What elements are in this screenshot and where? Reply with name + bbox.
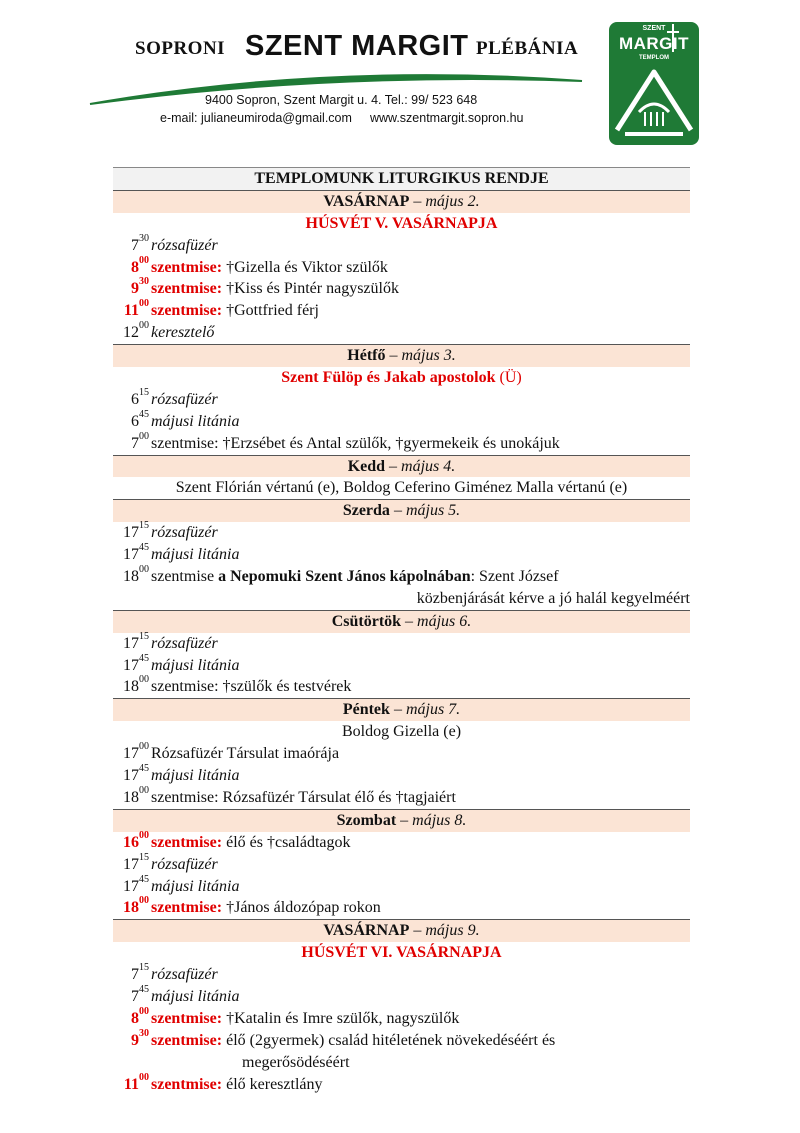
day-name: Szombat <box>336 811 397 829</box>
entry-time-minutes: 45 <box>139 873 149 885</box>
entry-time-minutes: 00 <box>139 564 149 576</box>
day-date: május 9. <box>425 922 480 940</box>
header-word-plebania: PLÉBÁNIA <box>476 38 579 59</box>
logo-text-bottom: TEMPLOM <box>639 55 669 61</box>
entry-time: $8^{00}$ <box>131 1005 149 1027</box>
entry-time: $17^{15}$ <box>123 520 149 542</box>
entry-time-minutes: 00 <box>139 254 149 266</box>
entry-time: $11^{00}$ <box>123 1071 149 1093</box>
entry-time: $16^{00}$ <box>123 829 149 851</box>
entry-time: $7^{15}$ <box>131 962 149 984</box>
entry-label: szentmise <box>151 568 219 586</box>
schedule-entry <box>113 254 690 279</box>
day-date: május 2. <box>425 192 480 210</box>
entry-intention: †Gottfried férj <box>222 302 319 320</box>
entry-time: $9^{30}$ <box>131 276 149 298</box>
entry-intention: †Erzsébet és Antal szülők, †gyermekeik és unokájuk <box>218 434 560 452</box>
day-separator: – <box>389 701 406 719</box>
day-separator: – <box>401 612 418 630</box>
entry-time-minutes: 00 <box>139 829 149 841</box>
entry-label: szentmise: <box>151 1031 223 1049</box>
entry-time-minutes: 00 <box>139 298 149 310</box>
entry-intention: élő és †családtagok <box>222 833 351 851</box>
schedule-entry <box>113 408 690 433</box>
schedule-entry <box>113 386 690 411</box>
feast-title <box>113 213 690 235</box>
day-date: május 5. <box>405 502 461 520</box>
entry-location: a Nepomuki Szent János kápolnában <box>218 568 471 586</box>
day-date: május 3. <box>401 347 456 365</box>
header-word-soproni: SOPRONI <box>135 38 226 59</box>
day-header <box>113 919 690 942</box>
entry-intention: †János áldozópap rokon <box>222 899 381 917</box>
entry-time: $17^{45}$ <box>123 873 149 895</box>
entry-time-minutes: 00 <box>139 1005 149 1017</box>
entry-label: májusi litánia <box>151 656 240 674</box>
entry-intention: †Kiss és Pintér nagyszülők <box>222 280 399 298</box>
day-name: VASÁRNAP <box>323 922 410 940</box>
entry-label: rózsafüzér <box>151 524 218 542</box>
day-header <box>113 698 690 721</box>
entry-label: szentmise: <box>151 1075 223 1093</box>
schedule-entry <box>113 232 690 257</box>
entry-time-minutes: 15 <box>139 851 149 863</box>
schedule-entry <box>113 983 690 1008</box>
day-separator: – <box>389 502 406 520</box>
entry-label: szentmise: <box>151 833 223 851</box>
logo-text-middle: MARGIT <box>618 34 690 53</box>
entry-time-minutes: 00 <box>139 895 149 907</box>
entry-time-minutes: 30 <box>139 232 149 244</box>
website-link[interactable]: www.szentmargit.sopron.hu <box>369 111 524 125</box>
entry-time-minutes: 45 <box>139 652 149 664</box>
feast-name: Szent Flórián vértanú (e), Boldog Ceferino Giménez Malla vértanú (e) <box>175 479 628 497</box>
feast-name: Szent Fülöp és Jakab apostolok <box>281 369 500 387</box>
entry-label: keresztelő <box>151 324 215 342</box>
entry-time-minutes: 15 <box>139 962 149 974</box>
entry-label: szentmise: <box>151 788 219 806</box>
entry-label: májusi litánia <box>151 877 240 895</box>
entry-time: $6^{45}$ <box>131 408 149 430</box>
entry-time: $17^{45}$ <box>123 652 149 674</box>
schedule-title: TEMPLOMUNK LITURGIKUS RENDJE <box>113 167 690 190</box>
entry-intention: Rózsafüzér Társulat élő és †tagjaiért <box>218 788 456 806</box>
schedule-entry <box>113 1005 690 1030</box>
entry-intention: élő (2gyermek) család hitéletének növekedéséért és <box>222 1031 556 1049</box>
entry-label: rózsafüzér <box>151 855 218 873</box>
entry-intention: †Gizella és Viktor szülők <box>222 258 388 276</box>
schedule-entry <box>113 566 690 588</box>
entry-time-minutes: 30 <box>139 1027 149 1039</box>
entry-time: $17^{45}$ <box>123 763 149 785</box>
entry-time-minutes: 45 <box>139 408 149 420</box>
day-header <box>113 499 690 522</box>
feast-name: Boldog Gizella (e) <box>341 723 462 741</box>
entry-intention: élő keresztlány <box>222 1075 323 1093</box>
day-name: Szerda <box>342 502 390 520</box>
schedule-entry <box>113 897 690 919</box>
entry-label: szentmise: <box>151 434 219 452</box>
entry-intention: †szülők és testvérek <box>218 678 352 696</box>
schedule-entry <box>113 322 690 344</box>
day-header <box>113 190 690 213</box>
day-date: május 4. <box>401 457 456 475</box>
schedule-entry <box>113 743 690 765</box>
day-separator: – <box>409 192 426 210</box>
schedule-entry <box>113 873 690 898</box>
entry-continuation: megerősödéséért <box>242 1053 350 1071</box>
schedule-entry <box>113 652 690 677</box>
day-name: Péntek <box>342 701 390 719</box>
day-date: május 8. <box>412 811 467 829</box>
entry-time: $11^{00}$ <box>123 298 149 320</box>
entry-label: szentmise: <box>151 280 223 298</box>
entry-label: májusi litánia <box>151 546 240 564</box>
entry-time-minutes: 00 <box>139 674 149 686</box>
entry-time: $17^{00}$ <box>123 741 149 763</box>
parish-address: 9400 Sopron, Szent Margit u. 4. Tel.: 99/ 523 648 <box>205 93 478 107</box>
logo-text-top: SZENT <box>642 25 666 32</box>
entry-time-minutes: 15 <box>139 630 149 642</box>
entry-intention: †Katalin és Imre szülők, nagyszülők <box>222 1009 460 1027</box>
entry-time: $6^{15}$ <box>131 386 149 408</box>
feast-title <box>113 942 690 964</box>
schedule-entry <box>113 544 690 566</box>
schedule-entry <box>113 851 690 876</box>
schedule-entry <box>113 765 690 787</box>
schedule-entry <box>113 829 690 854</box>
day-date: május 7. <box>405 701 461 719</box>
feast-title <box>113 367 690 389</box>
entry-time: $18^{00}$ <box>123 784 149 806</box>
entry-time-minutes: 45 <box>139 983 149 995</box>
entry-label: szentmise: <box>151 1009 223 1027</box>
entry-label: rózsafüzér <box>151 236 218 254</box>
entry-time: $18^{00}$ <box>123 895 149 917</box>
day-header <box>113 610 690 633</box>
entry-time: $8^{00}$ <box>131 254 149 276</box>
schedule-entry <box>113 278 690 300</box>
entry-label: májusi litánia <box>151 767 240 785</box>
entry-label: szentmise: <box>151 899 223 917</box>
day-header <box>113 455 690 478</box>
schedule-entry <box>113 1071 690 1096</box>
feast-name: HÚSVÉT VI. VASÁRNAPJA <box>301 944 502 962</box>
entry-label: szentmise: <box>151 678 219 696</box>
schedule-entry <box>113 300 690 322</box>
entry-label: Rózsafüzér Társulat imaórája <box>151 745 340 763</box>
entry-time: $9^{30}$ <box>131 1027 149 1049</box>
day-date: május 6. <box>417 612 472 630</box>
entry-time: $18^{00}$ <box>123 674 149 696</box>
day-separator: – <box>385 457 402 475</box>
day-header <box>113 809 690 832</box>
feast-name: HÚSVÉT V. VASÁRNAPJA <box>305 214 498 232</box>
day-name: Hétfő <box>347 347 386 365</box>
entry-time: $7^{45}$ <box>131 983 149 1005</box>
schedule-entry <box>113 522 690 544</box>
entry-intention: : Szent József <box>470 568 559 586</box>
schedule-entry <box>113 784 690 809</box>
contact-line <box>160 111 523 125</box>
day-name: Kedd <box>347 457 386 475</box>
entry-label: rózsafüzér <box>151 966 218 984</box>
letterhead <box>0 0 800 160</box>
feast-rank: (Ü) <box>499 369 522 387</box>
feast-title <box>113 477 690 499</box>
entry-continuation: közbenjárását kérve a jó halál kegyelméért <box>416 589 690 607</box>
entry-label: szentmise: <box>151 302 223 320</box>
entry-time-minutes: 45 <box>139 542 149 554</box>
entry-time: $17^{15}$ <box>123 851 149 873</box>
church-logo <box>609 22 699 145</box>
entry-time: $7^{30}$ <box>131 232 149 254</box>
day-header <box>113 344 690 367</box>
entry-label: májusi litánia <box>151 412 240 430</box>
entry-label: szentmise: <box>151 258 223 276</box>
day-separator: – <box>409 922 426 940</box>
entry-time: $12^{00}$ <box>123 320 149 342</box>
entry-time-minutes: 00 <box>139 741 149 753</box>
entry-time: $17^{45}$ <box>123 542 149 564</box>
day-separator: – <box>385 347 402 365</box>
schedule-entry <box>113 964 690 986</box>
entry-time-minutes: 00 <box>139 1071 149 1083</box>
schedule-entry <box>113 430 690 455</box>
email-link[interactable]: e-mail: julianeumiroda@gmail.com <box>160 111 352 125</box>
liturgical-schedule <box>113 167 690 1095</box>
entry-time-minutes: 15 <box>139 520 149 532</box>
schedule-entry <box>113 1027 690 1052</box>
schedule-entry <box>113 676 690 698</box>
entry-time-minutes: 15 <box>139 386 149 398</box>
entry-time-minutes: 00 <box>139 784 149 796</box>
day-name: Csütörtök <box>331 612 402 630</box>
entry-label: rózsafüzér <box>151 390 218 408</box>
entry-label: májusi litánia <box>151 987 240 1005</box>
entry-time-minutes: 30 <box>139 276 149 288</box>
entry-time: $18^{00}$ <box>123 564 149 586</box>
feast-title <box>113 721 690 743</box>
entry-time: $17^{15}$ <box>123 630 149 652</box>
entry-time-minutes: 00 <box>139 320 149 332</box>
entry-label: rózsafüzér <box>151 634 218 652</box>
schedule-rows <box>113 190 690 1096</box>
schedule-entry <box>113 630 690 655</box>
entry-time-minutes: 45 <box>139 763 149 775</box>
entry-time: $7^{00}$ <box>131 430 149 452</box>
header-word-szent-margit: SZENT MARGIT <box>245 30 469 62</box>
entry-time-minutes: 00 <box>139 430 149 442</box>
day-name: VASÁRNAP <box>323 192 410 210</box>
day-separator: – <box>396 811 413 829</box>
